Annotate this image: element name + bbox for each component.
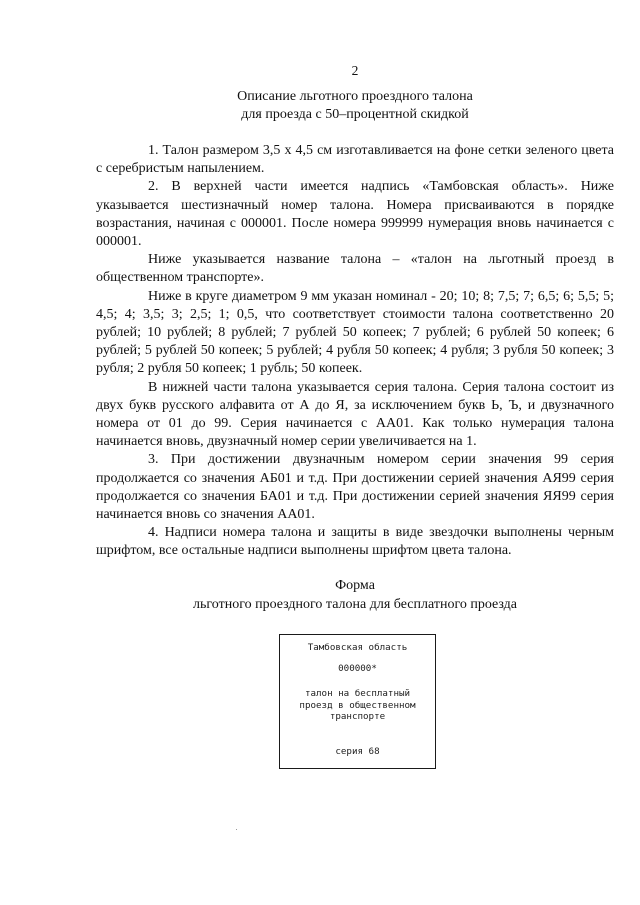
paragraph-7: 4. Надписи номера талона и защиты в виде звездочки выполнены черным шрифтом, все остальные надписи выполнены шрифтом цвета талона. (96, 525, 614, 559)
title-line-2: для проезда с 50–процентной скидкой (241, 107, 469, 122)
document-body (96, 142, 614, 561)
paragraph-1: 1. Талон размером 3,5 х 4,5 см изготавливается на фоне сетки зеленого цвета с серебристым напылением. (96, 143, 614, 177)
paragraph-5: В нижней части талона указывается серия талона. Серия талона состоит из двух букв русского алфавита от А до Я, за исключением букв Ь, Ъ, и двузначного номера от 01 до 99. Серия начинается с АА01. Как только нумерация талона начинается вновь, двузначный номер серии увеличивается на 1. (96, 379, 614, 450)
ticket-region: Тамбовская область (307, 642, 408, 653)
form-heading: Форма (335, 578, 375, 593)
ticket-series: серия 68 (335, 746, 380, 757)
page-number: 2 (351, 63, 359, 78)
title-line-1: Описание льготного проездного талона (237, 89, 473, 104)
document-title (0, 88, 640, 124)
ticket-name: талон на бесплатный проезд в общественном транспорте (299, 688, 416, 722)
scan-speck (236, 829, 237, 830)
paragraph-4: Ниже в круге диаметром 9 мм указан номинал - 20; 10; 8; 7,5; 7; 6,5; 6; 5,5; 5; 4,5; 4; 3,5; 3; 2,5; 1; 0,5, что соответствует стоимости талона соответственно 20 рублей; 10 рублей; 8 рублей; 7 рублей 50 копеек; 7 рублей; 6 рублей 50 копеек; 6 рублей; 5 рублей 50 копеек; 5 рублей; 4 рубля 50 копеек; 4 рубля; 3 рубля 50 копеек; 3 рубля; 2 рубля 50 копеек; 1 рубль; 50 копеек. (96, 288, 614, 377)
ticket-sample (279, 634, 436, 769)
paragraph-3: Ниже указывается название талона – «талон на льготный проезд в общественном транспорте». (96, 252, 614, 286)
form-title (0, 576, 640, 614)
form-subheading: льготного проездного талона для бесплатного проезда (193, 597, 517, 612)
ticket-number: 000000* (338, 663, 377, 674)
paragraph-6: 3. При достижении двузначным номером серии значения 99 серия продолжается со значения АБ01 и т.д. При достижении серией значения АЯ99 серия продолжается со значения БА01 и т.д. При достижении серией значения ЯЯ99 серия начинается вновь со значения АА01. (96, 452, 614, 523)
paragraph-2: 2. В верхней части имеется надпись «Тамбовская область». Ниже указывается шестизначный номер талона. Номера присваиваются в порядке возрастания, начиная с 000001. После номера 999999 нумерация вновь начинается с 000001. (96, 179, 614, 250)
